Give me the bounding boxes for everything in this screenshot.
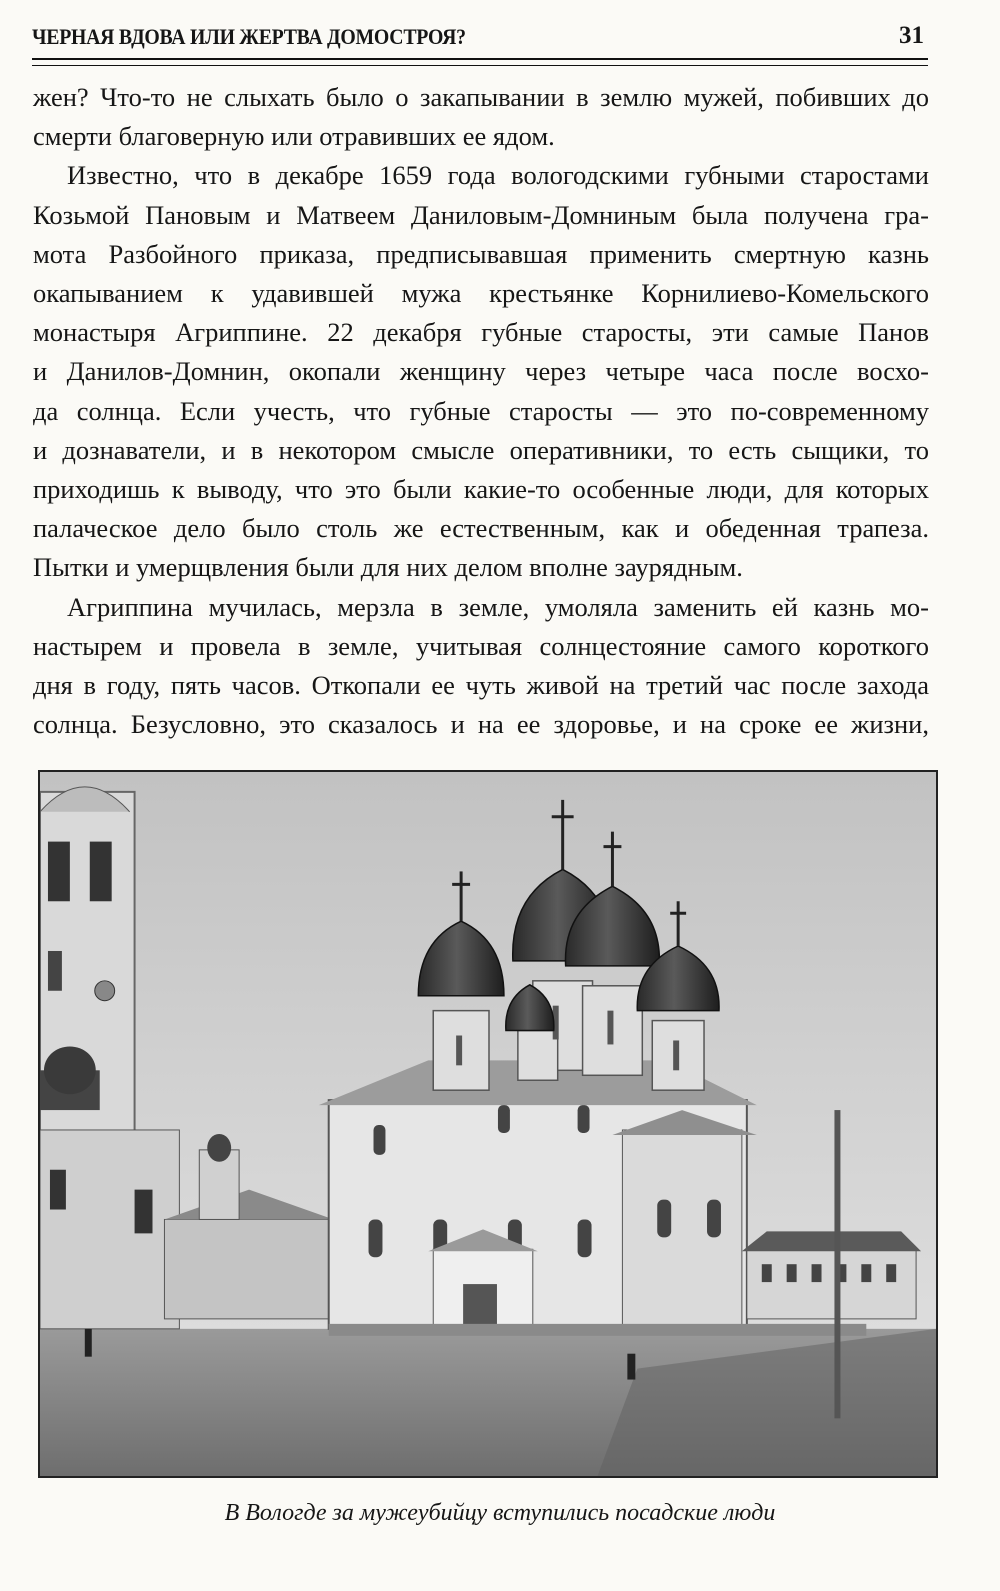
text-line: и Данилов-Домнин, окопали женщину через четыре часа после восхо- xyxy=(33,356,929,387)
text-line: Козьмой Пановым и Матвеем Даниловым-Домниным была получена гра- xyxy=(33,199,929,230)
text-line: жен? Что-то не слыхать было о закапывании в землю мужей, побивших до xyxy=(33,82,929,112)
body-text xyxy=(33,78,929,744)
text-line: да солнца. Если учесть, что губные старосты — это по-современному xyxy=(33,395,929,426)
text-line: дня в году, пять часов. Откопали ее чуть живой на третий час после захода xyxy=(33,670,929,701)
text-line: мота Разбойного приказа, предписывавшая применить смертную казнь xyxy=(33,238,929,269)
text-line: и дознаватели, и в некотором смысле оперативники, то есть сыщики, то xyxy=(33,434,929,465)
paragraph-2 xyxy=(33,156,929,587)
text-line: палаческое дело было столь же естественным, как и обеденная трапеза. xyxy=(33,513,929,544)
paragraph-3 xyxy=(33,588,929,745)
cathedral-illustration xyxy=(40,772,936,1476)
header-rule-thick xyxy=(32,58,928,60)
page-number: 31 xyxy=(899,22,924,49)
paragraph-1 xyxy=(33,78,929,156)
running-title: ЧЕРНАЯ ВДОВА ИЛИ ЖЕРТВА ДОМОСТРОЯ? xyxy=(32,24,466,49)
page-header xyxy=(32,22,928,56)
figure-caption: В Вологде за мужеубийцу вступились посадские люди xyxy=(224,1500,776,1526)
text-line: Пытки и умерщвления были для них делом вполне заурядным. xyxy=(33,552,743,583)
text-line: смерти благоверную или отравивших ее ядом. xyxy=(33,121,555,152)
text-line: окапыванием к удавившей мужа крестьянке Корнилиево-Комельского xyxy=(33,278,929,309)
text-line: Агриппина мучилась, мерзла в земле, умоляла заменить ей казнь мо- xyxy=(67,591,929,622)
text-line: монастыря Агриппине. 22 декабря губные старосты, эти самые Панов xyxy=(33,317,929,348)
cathedral-photo xyxy=(38,770,938,1478)
header-rule-thin xyxy=(32,65,928,66)
text-line: приходишь к выводу, что это были какие-то особенные люди, для которых xyxy=(33,474,929,505)
text-line: Известно, что в декабре 1659 года вологодскими губными старостами xyxy=(67,160,929,191)
text-line: настырем и провела в земле, учитывая солнцестояние самого короткого xyxy=(33,630,929,661)
text-line: солнца. Безусловно, это сказалось и на ее здоровье, и на сроке ее жизни, xyxy=(33,709,929,740)
